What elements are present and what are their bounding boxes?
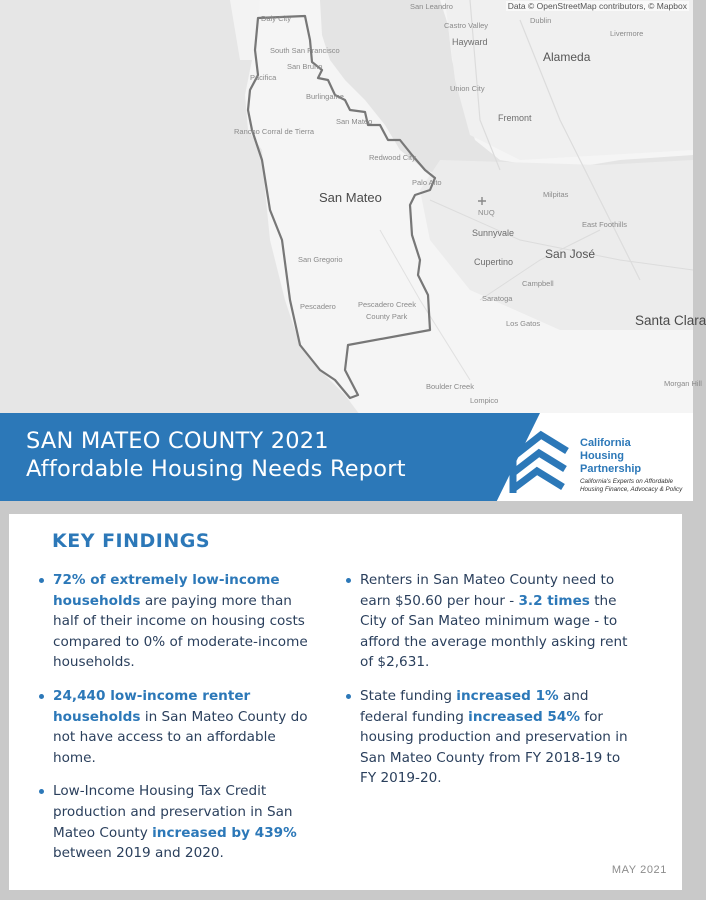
report-title-line2: Affordable Housing Needs Report <box>26 456 406 482</box>
place-castro-valley: Castro Valley <box>444 21 489 30</box>
county-label: San Mateo <box>319 190 382 205</box>
logo-name-line2: Housing <box>580 450 624 462</box>
logo-tagline-line2: Housing Finance, Advocacy & Policy <box>580 486 683 493</box>
place-livermore: Livermore <box>610 29 644 38</box>
finding-text: the City of San Mateo minimum wage - to afford the average monthly asking rent of $2,631. <box>360 592 628 671</box>
map-attribution[interactable]: Data © OpenStreetMap contributors, © Mapbox <box>507 1 687 11</box>
place-lompico: Lompico <box>470 396 499 405</box>
finding-text: and federal funding <box>360 687 589 725</box>
house-stack-icon <box>505 423 577 495</box>
place-san-gregorio: San Gregorio <box>298 255 343 264</box>
place-morgan-hill: Morgan Hill <box>664 379 702 388</box>
place-union-city: Union City <box>450 84 485 93</box>
county-map[interactable] <box>0 0 706 415</box>
finding-text: Renters in San Mateo County need to earn $50.60 per hour - <box>360 572 615 609</box>
place-los-gatos: Los Gatos <box>506 319 541 328</box>
finding-text: in San Mateo County do not have access to an affordable home. <box>53 708 308 766</box>
finding-text: Low-Income Housing Tax Credit production and preservation in San Mateo County <box>53 783 293 841</box>
place-alameda: Alameda <box>543 50 591 64</box>
finding-text: State funding <box>360 687 457 704</box>
place-fremont: Fremont <box>498 113 532 123</box>
place-sunnyvale: Sunnyvale <box>472 228 515 238</box>
place-san-jose: San José <box>545 247 596 261</box>
place-milpitas: Milpitas <box>543 190 569 199</box>
place-pescadero-creek-2: County Park <box>366 312 408 321</box>
place-boulder-creek: Boulder Creek <box>426 382 474 391</box>
chp-logo[interactable] <box>505 421 691 499</box>
key-findings-title: KEY FINDINGS <box>52 530 211 552</box>
report-date: MAY 2021 <box>611 864 667 876</box>
finding-text: for housing production and preservation in San Mateo County from FY 2018-19 to FY 2019-20. <box>360 708 628 787</box>
finding-text: between 2019 and 2020. <box>53 845 224 862</box>
place-pacifica: Pacifica <box>250 73 277 82</box>
finding-funding <box>344 686 634 789</box>
place-nuq: NUQ <box>478 208 495 217</box>
finding-text: are paying more than half of their income on housing costs compared to 0% of moderate-income households. <box>53 592 308 671</box>
place-daly-city: Daly City <box>261 14 292 23</box>
logo-name-line1: California <box>580 437 631 449</box>
finding-highlight: 72% of extremely low-income households <box>53 572 280 609</box>
finding-highlight: increased 54% <box>468 708 580 725</box>
finding-highlight: 3.2 times <box>518 592 590 609</box>
place-san-bruno: San Bruno <box>287 62 323 71</box>
place-san-leandro: San Leandro <box>410 2 453 11</box>
findings-right-column <box>344 570 634 802</box>
place-santa-clara: Santa Clara <box>635 313 706 328</box>
place-south-san-francisco: South San Francisco <box>270 46 340 55</box>
place-pescadero: Pescadero <box>300 302 336 311</box>
place-redwood-city: Redwood City <box>369 153 416 162</box>
finding-highlight: 24,440 low-income renter households <box>53 687 251 725</box>
finding-tax-credit <box>37 781 319 863</box>
place-hayward: Hayward <box>452 37 488 47</box>
logo-tagline-line1: California's Experts on Affordable <box>580 478 674 485</box>
logo-name-line3: Partnership <box>580 463 642 475</box>
place-rancho-corral: Rancho Corral de Tierra <box>234 127 315 136</box>
place-burlingame: Burlingame <box>306 92 344 101</box>
place-palo-alto: Palo Alto <box>412 178 442 187</box>
place-pescadero-creek-1: Pescadero Creek <box>358 300 416 309</box>
finding-extremely-low-income <box>37 570 319 673</box>
place-campbell: Campbell <box>522 279 554 288</box>
finding-highlight: increased by 439% <box>152 824 297 841</box>
finding-renter-households <box>37 686 319 768</box>
finding-highlight: increased 1% <box>456 687 559 704</box>
finding-renter-wage <box>344 570 634 673</box>
key-findings-card <box>9 514 682 890</box>
findings-left-column <box>37 570 319 877</box>
place-east-foothills: East Foothills <box>582 220 628 229</box>
place-cupertino: Cupertino <box>474 257 514 267</box>
place-dublin: Dublin <box>530 16 552 25</box>
place-saratoga: Saratoga <box>482 294 513 303</box>
report-title-line1: SAN MATEO COUNTY 2021 <box>26 428 329 454</box>
place-san-mateo-city: San Mateo <box>336 117 373 126</box>
report-banner <box>0 413 693 501</box>
